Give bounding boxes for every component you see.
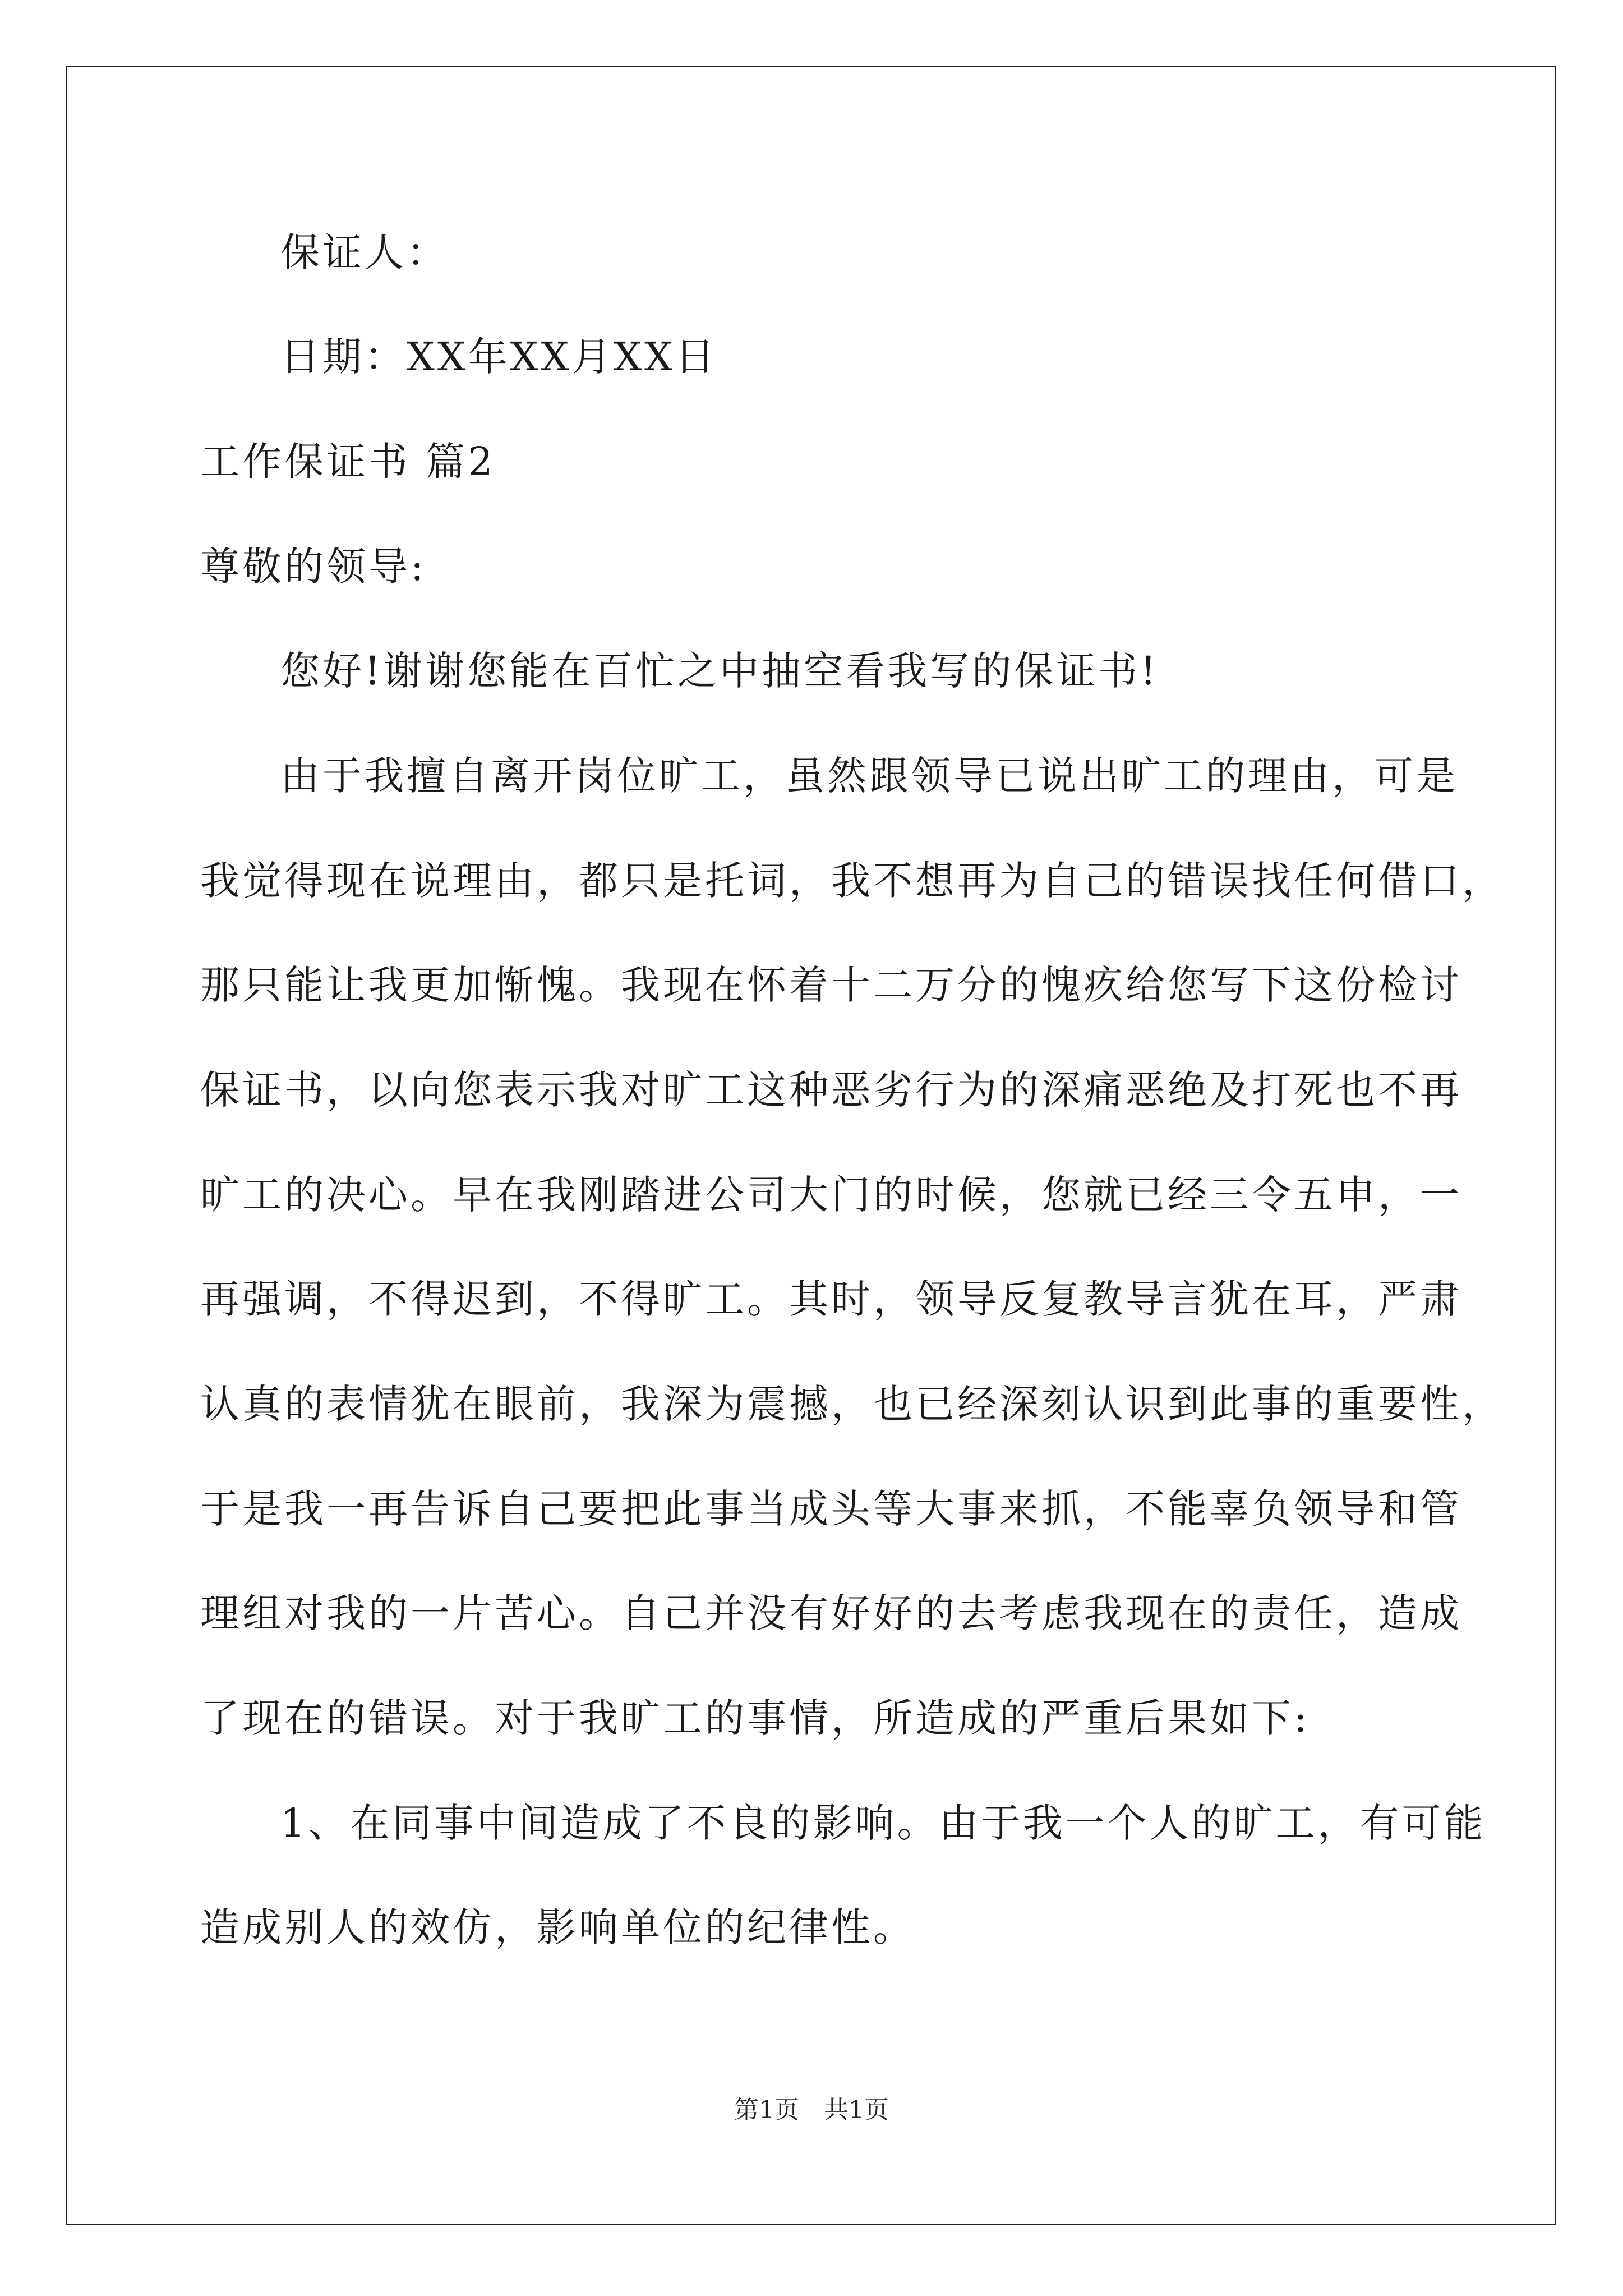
page-footer: 第1页 共1页 (734, 2096, 889, 2124)
date-line: 日期：XX年XX月XX日 (280, 334, 718, 380)
body-line: 保证书，以向您表示我对旷工这种恶劣行为的深痛恶绝及打死也不再 (200, 1067, 1462, 1113)
body-line: 于是我一再告诉自己要把此事当成头等大事来抓，不能辜负领导和管 (200, 1486, 1462, 1532)
body-line: 了现在的错误。对于我旷工的事情，所造成的严重后果如下: (200, 1695, 1310, 1741)
body-line: 我觉得现在说理由，都只是托词，我不想再为自己的错误找任何借口， (200, 858, 1504, 904)
greeting-paragraph: 您好!谢谢您能在百忙之中抽空看我写的保证书! (280, 648, 1159, 694)
body-line: 旷工的决心。早在我刚踏进公司大门的时候，您就已经三令五申，一 (200, 1172, 1462, 1218)
body-line: 再强调，不得迟到，不得旷工。其时，领导反复教导言犹在耳，严肃 (200, 1276, 1462, 1322)
list-item-1: 1、在同事中间造成了不良的影响。由于我一个人的旷工，有可能 (280, 1800, 1486, 1846)
body-line: 理组对我的一片苦心。自己并没有好好的去考虑我现在的责任，造成 (200, 1590, 1462, 1636)
salutation: 尊敬的领导: (200, 544, 427, 590)
body-line: 由于我擅自离开岗位旷工，虽然跟领导已说出旷工的理由，可是 (280, 753, 1458, 799)
body-line: 认真的表情犹在眼前，我深为震撼，也已经深刻认识到此事的重要性， (200, 1381, 1504, 1427)
list-item-1-continuation: 造成别人的效仿，影响单位的纪律性。 (200, 1904, 915, 1950)
guarantor-label: 保证人： (280, 229, 449, 275)
section-heading: 工作保证书 篇2 (200, 439, 496, 485)
body-line: 那只能让我更加惭愧。我现在怀着十二万分的愧疚给您写下这份检讨 (200, 962, 1462, 1008)
